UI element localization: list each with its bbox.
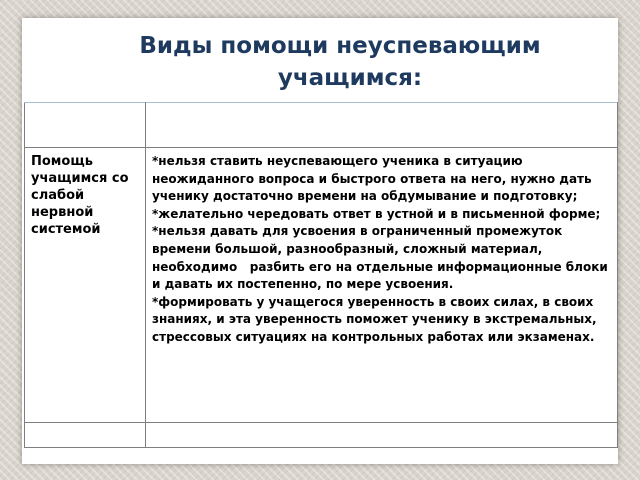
recommendation-item: *желательно чередовать ответ в устной и в письменной форме; — [152, 206, 601, 221]
slide-title-line-1: Виды помощи неуспевающим — [139, 33, 541, 59]
footer-cell-left — [25, 423, 146, 448]
slide-title-line-2: учащимся: — [277, 65, 423, 91]
recommendations-list — [146, 148, 617, 347]
recommendations-cell — [146, 148, 618, 423]
header-cell-right — [146, 103, 618, 148]
table-header-row — [25, 103, 618, 148]
recommendation-item: *нельзя давать для усвоения в ограниченный промежуток времени большой, разнообразный, сложный материал, необходимо разбить его на отдельные информационные блоки и давать их постепенно, по мере усвоения. — [152, 224, 612, 292]
slide-title — [22, 30, 618, 94]
slide — [22, 18, 618, 464]
table-footer-row — [25, 423, 618, 448]
footer-cell-right — [146, 423, 618, 448]
table-row — [25, 148, 618, 423]
recommendation-item: *формировать у учащегося уверенность в своих силах, в своих знаниях, и эта уверенность поможет ученику в экстремальных, стрессовых ситуациях на контрольных работах или экзаменах. — [152, 294, 601, 344]
recommendation-item: *нельзя ставить неуспевающего ученика в ситуацию неожиданного вопроса и быстрого ответа на него, нужно дать ученику достаточно времени на обдумывание и подготовку; — [152, 154, 596, 204]
header-cell-left — [25, 103, 146, 148]
category-cell — [25, 148, 146, 423]
category-label: Помощь учащимся со слабой нервной системой — [31, 154, 129, 237]
help-table — [24, 102, 618, 448]
